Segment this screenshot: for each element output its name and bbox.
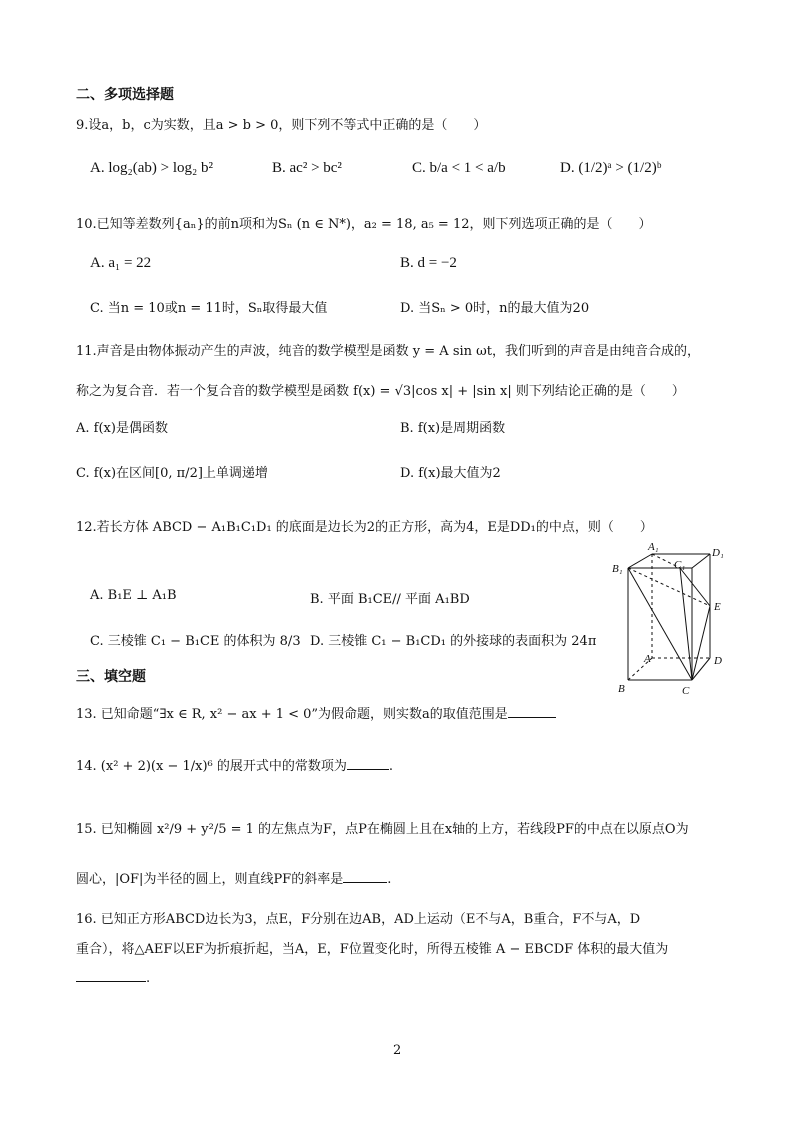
q11-option-c: C. f(x)在区间[0, π/2]上单调递增 — [76, 466, 268, 481]
q15-answer-blank[interactable] — [343, 869, 387, 883]
label-c1: C₁ — [674, 559, 686, 571]
q11-stem-line1: 11.声音是由物体振动产生的声波，纯音的数学模型是函数 y = A sin ωt，我们听到的声音是由纯音合成的， — [76, 344, 700, 359]
q16-line2: 重合），将△AEF以EF为折痕折起，当A，E，F位置变化时，所得五棱锥 A − EBCDF 体积的最大值为 — [76, 942, 669, 957]
q16-tail: . — [146, 971, 151, 986]
q13-answer-blank[interactable] — [508, 704, 556, 718]
label-e: E — [714, 601, 721, 613]
q10-option-b: B. d = −2 — [400, 255, 457, 271]
q10-option-d: D. 当Sₙ > 0时，n的最大值为20 — [400, 301, 590, 316]
label-a1: A₁ — [648, 541, 659, 553]
q11-option-d: D. f(x)最大值为2 — [400, 466, 501, 481]
cuboid-figure — [610, 540, 730, 700]
q9-option-d: D. (1/2)ᵃ > (1/2)ᵇ — [560, 160, 662, 176]
label-d: D — [714, 655, 722, 667]
q11-option-a: A. f(x)是偶函数 — [76, 421, 168, 436]
q13-text: 13. 已知命题“∃x ∈ R, x² − ax + 1 < 0”为假命题，则实数a的取值范围是 — [76, 707, 508, 722]
q9-option-b: B. ac² > bc² — [272, 160, 342, 176]
q16-answer-blank[interactable] — [76, 968, 146, 982]
q12-option-c: C. 三棱锥 C₁ − B₁CE 的体积为 8/3 — [90, 634, 301, 649]
q15-tail: . — [387, 872, 392, 887]
section-title-fill-in: 三、填空题 — [76, 669, 146, 685]
q13-line — [76, 703, 556, 722]
label-b: B — [618, 683, 625, 695]
q12-option-b: B. 平面 B₁CE// 平面 A₁BD — [310, 592, 470, 607]
q15-text: 圆心，|OF|为半径的圆上，则直线PF的斜率是 — [76, 872, 344, 887]
label-d1: D₁ — [712, 547, 724, 559]
q11-stem-line2: 称之为复合音．若一个复合音的数学模型是函数 f(x) = √3|cos x| + |sin x| 则下列结论正确的是（ ） — [76, 384, 685, 399]
q14-line — [76, 755, 393, 774]
q15-line1: 15. 已知椭圆 x²/9 + y²/5 = 1 的左焦点为F，点P在椭圆上且在x轴的上方，若线段PF的中点在以原点O为 — [76, 822, 689, 837]
section-title-multiple-choice: 二、多项选择题 — [76, 87, 174, 103]
q12-option-d: D. 三棱锥 C₁ − B₁CD₁ 的外接球的表面积为 24π — [310, 634, 597, 649]
q9-stem: 9.设a，b，c为实数，且a > b > 0，则下列不等式中正确的是（ ） — [76, 118, 487, 133]
q10-option-a: A. a₁ = 22 — [90, 255, 152, 271]
q14-text: 14. (x² + 2)(x − 1/x)⁶ 的展开式中的常数项为 — [76, 759, 347, 774]
q14-tail: . — [388, 759, 394, 774]
q12-stem: 12.若长方体 ABCD − A₁B₁C₁D₁ 的底面是边长为2的正方形，高为4，E是DD₁的中点，则（ ） — [76, 520, 653, 535]
q9-option-a: A. log₂(ab) > log₂ b² — [90, 160, 213, 176]
page-number: 2 — [393, 1043, 402, 1058]
label-a: A — [644, 653, 651, 665]
q12-option-a: A. B₁E ⊥ A₁B — [90, 588, 177, 603]
q10-stem: 10.已知等差数列{aₙ}的前n项和为Sₙ (n ∈ N*)，a₂ = 18, a₅ = 12，则下列选项正确的是（ ） — [76, 217, 652, 232]
q15-line2 — [76, 868, 391, 887]
label-c: C — [682, 685, 690, 697]
q16-line1: 16. 已知正方形ABCD边长为3，点E，F分别在边AB，AD上运动（E不与A，B重合，F不与A，D — [76, 912, 641, 927]
q11-option-b: B. f(x)是周期函数 — [400, 421, 506, 436]
q16-line3 — [76, 968, 150, 986]
q14-answer-blank[interactable] — [347, 756, 389, 770]
label-b1: B₁ — [612, 563, 623, 575]
q10-option-c: C. 当n = 10或n = 11时，Sₙ取得最大值 — [90, 301, 328, 316]
q9-option-c: C. b/a < 1 < a/b — [412, 160, 506, 176]
